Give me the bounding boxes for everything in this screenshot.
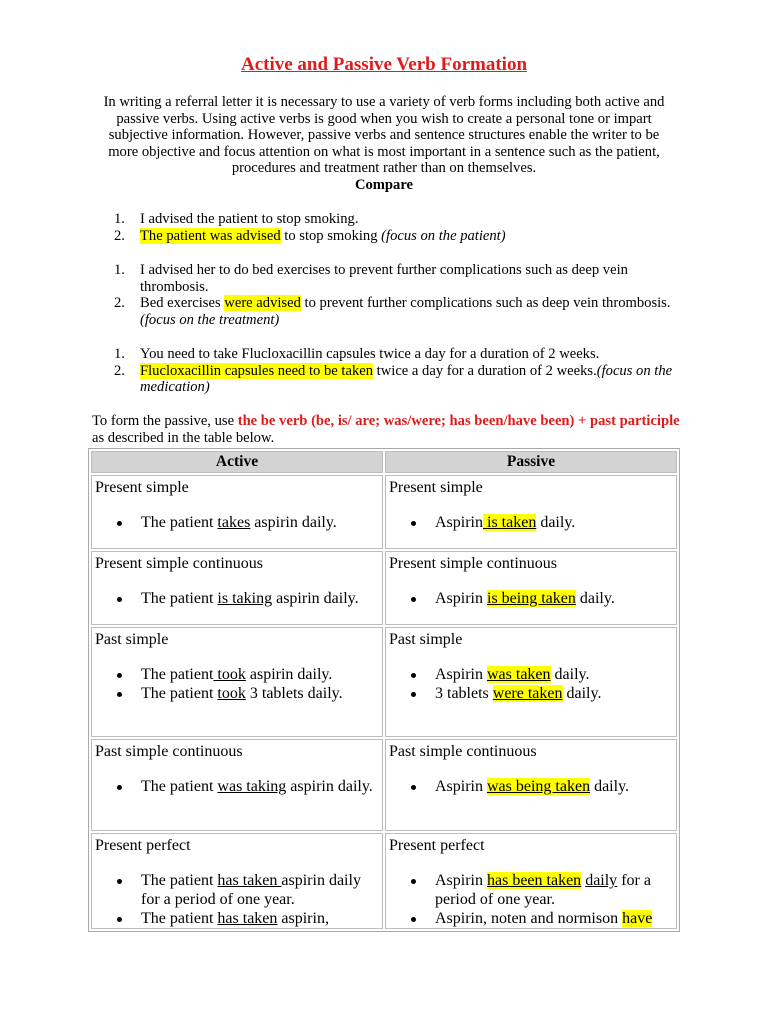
example-bullets: [95, 871, 379, 928]
example-passive: 2. The patient was advised to stop smoking (focus on the patient): [114, 227, 506, 244]
list-item: The patient took 3 tablets daily.: [117, 684, 379, 703]
example-list-3: [114, 346, 674, 396]
tense-label: Past simple continuous: [389, 743, 537, 760]
passive-cell: [385, 627, 677, 737]
verb-forms-table: [88, 448, 680, 932]
active-cell: [91, 551, 383, 625]
passive-cell: [385, 739, 677, 831]
list-item: 3 tablets were taken daily.: [411, 684, 673, 703]
passive-cell: [385, 833, 677, 929]
list-item: The patient has taken aspirin,: [117, 909, 379, 928]
tense-label: Present simple: [95, 479, 189, 496]
tense-label: Present simple continuous: [389, 555, 557, 572]
list-item: Aspirin was taken daily.: [411, 665, 673, 684]
list-item: Aspirin, noten and normison have: [411, 909, 673, 928]
tense-label: Present simple: [389, 479, 483, 496]
example-list-1: [114, 211, 674, 244]
list-item: The patient has taken aspirin daily for a period of one year.: [117, 871, 379, 909]
passive-cell: [385, 475, 677, 549]
example-bullets: [389, 589, 673, 608]
example-bullets: [95, 665, 379, 703]
example-bullets: [389, 871, 673, 928]
example-bullets: [95, 777, 379, 796]
table-row: [91, 551, 677, 625]
example-bullets: [389, 777, 673, 796]
list-item: Aspirin is taken daily.: [411, 513, 673, 532]
list-item: The patient was taking aspirin daily.: [117, 777, 379, 796]
list-item: The patient is taking aspirin daily.: [117, 589, 379, 608]
table-row: [91, 627, 677, 737]
passive-formation-note: To form the passive, use the be verb (be, is/ are; was/were; has been/have been) + past participle as described in the table below.: [92, 413, 680, 446]
tense-label: Past simple: [389, 631, 463, 648]
example-passive: 2. Bed exercises were advised to prevent further complications such as deep vein thrombosis.(focus on the treatment): [114, 295, 671, 328]
list-item: Aspirin was being taken daily.: [411, 777, 673, 796]
table-row: [91, 833, 677, 929]
example-bullets: [95, 513, 379, 532]
header-active: Active: [91, 451, 383, 473]
example-bullets: [95, 589, 379, 608]
example-bullets: [389, 665, 673, 703]
table-row: [91, 739, 677, 831]
highlight: Flucloxacillin capsules need to be taken: [140, 362, 374, 379]
example-active: 1. You need to take Flucloxacillin capsules twice a day for a duration of 2 weeks.: [114, 346, 600, 362]
example-bullets: [389, 513, 673, 532]
active-cell: [91, 475, 383, 549]
tense-label: Past simple continuous: [95, 743, 243, 760]
highlight: were advised: [224, 295, 301, 312]
active-cell: [91, 739, 383, 831]
table-row: [91, 475, 677, 549]
example-passive: 2. Flucloxacillin capsules need to be taken twice a day for a duration of 2 weeks.(focus on the medication): [114, 362, 673, 396]
intro-paragraph: In writing a referral letter it is necessary to use a variety of verb forms including both active and passive verbs. Using active verbs is good when you wish to create a personal tone or impart subjective information. However, passive verbs and sentence structures enable the writer to be more objective and focus attention on what is most important in a sentence such as the patient, procedures and treatment rather than on themselves.: [103, 94, 665, 177]
example-list-2: [114, 262, 674, 328]
highlight: The patient was advised: [140, 227, 281, 244]
tense-label: Past simple: [95, 631, 169, 648]
compare-heading: Compare: [354, 177, 414, 193]
list-item: Aspirin is being taken daily.: [411, 589, 673, 608]
tense-label: Present perfect: [389, 837, 485, 854]
list-item: The patient takes aspirin daily.: [117, 513, 379, 532]
list-item: The patient took aspirin daily.: [117, 665, 379, 684]
example-active: 1. I advised her to do bed exercises to prevent further complications such as deep vein thrombosis.: [114, 262, 628, 295]
page-title: Active and Passive Verb Formation: [240, 54, 528, 75]
list-item: Aspirin has been taken daily for a period of one year.: [411, 871, 673, 909]
active-cell: [91, 627, 383, 737]
example-active: 1. I advised the patient to stop smoking.: [114, 211, 359, 227]
table-header-row: [91, 451, 677, 473]
header-passive: Passive: [385, 451, 677, 473]
tense-label: Present simple continuous: [95, 555, 263, 572]
tense-label: Present perfect: [95, 837, 191, 854]
passive-cell: [385, 551, 677, 625]
active-cell: [91, 833, 383, 929]
